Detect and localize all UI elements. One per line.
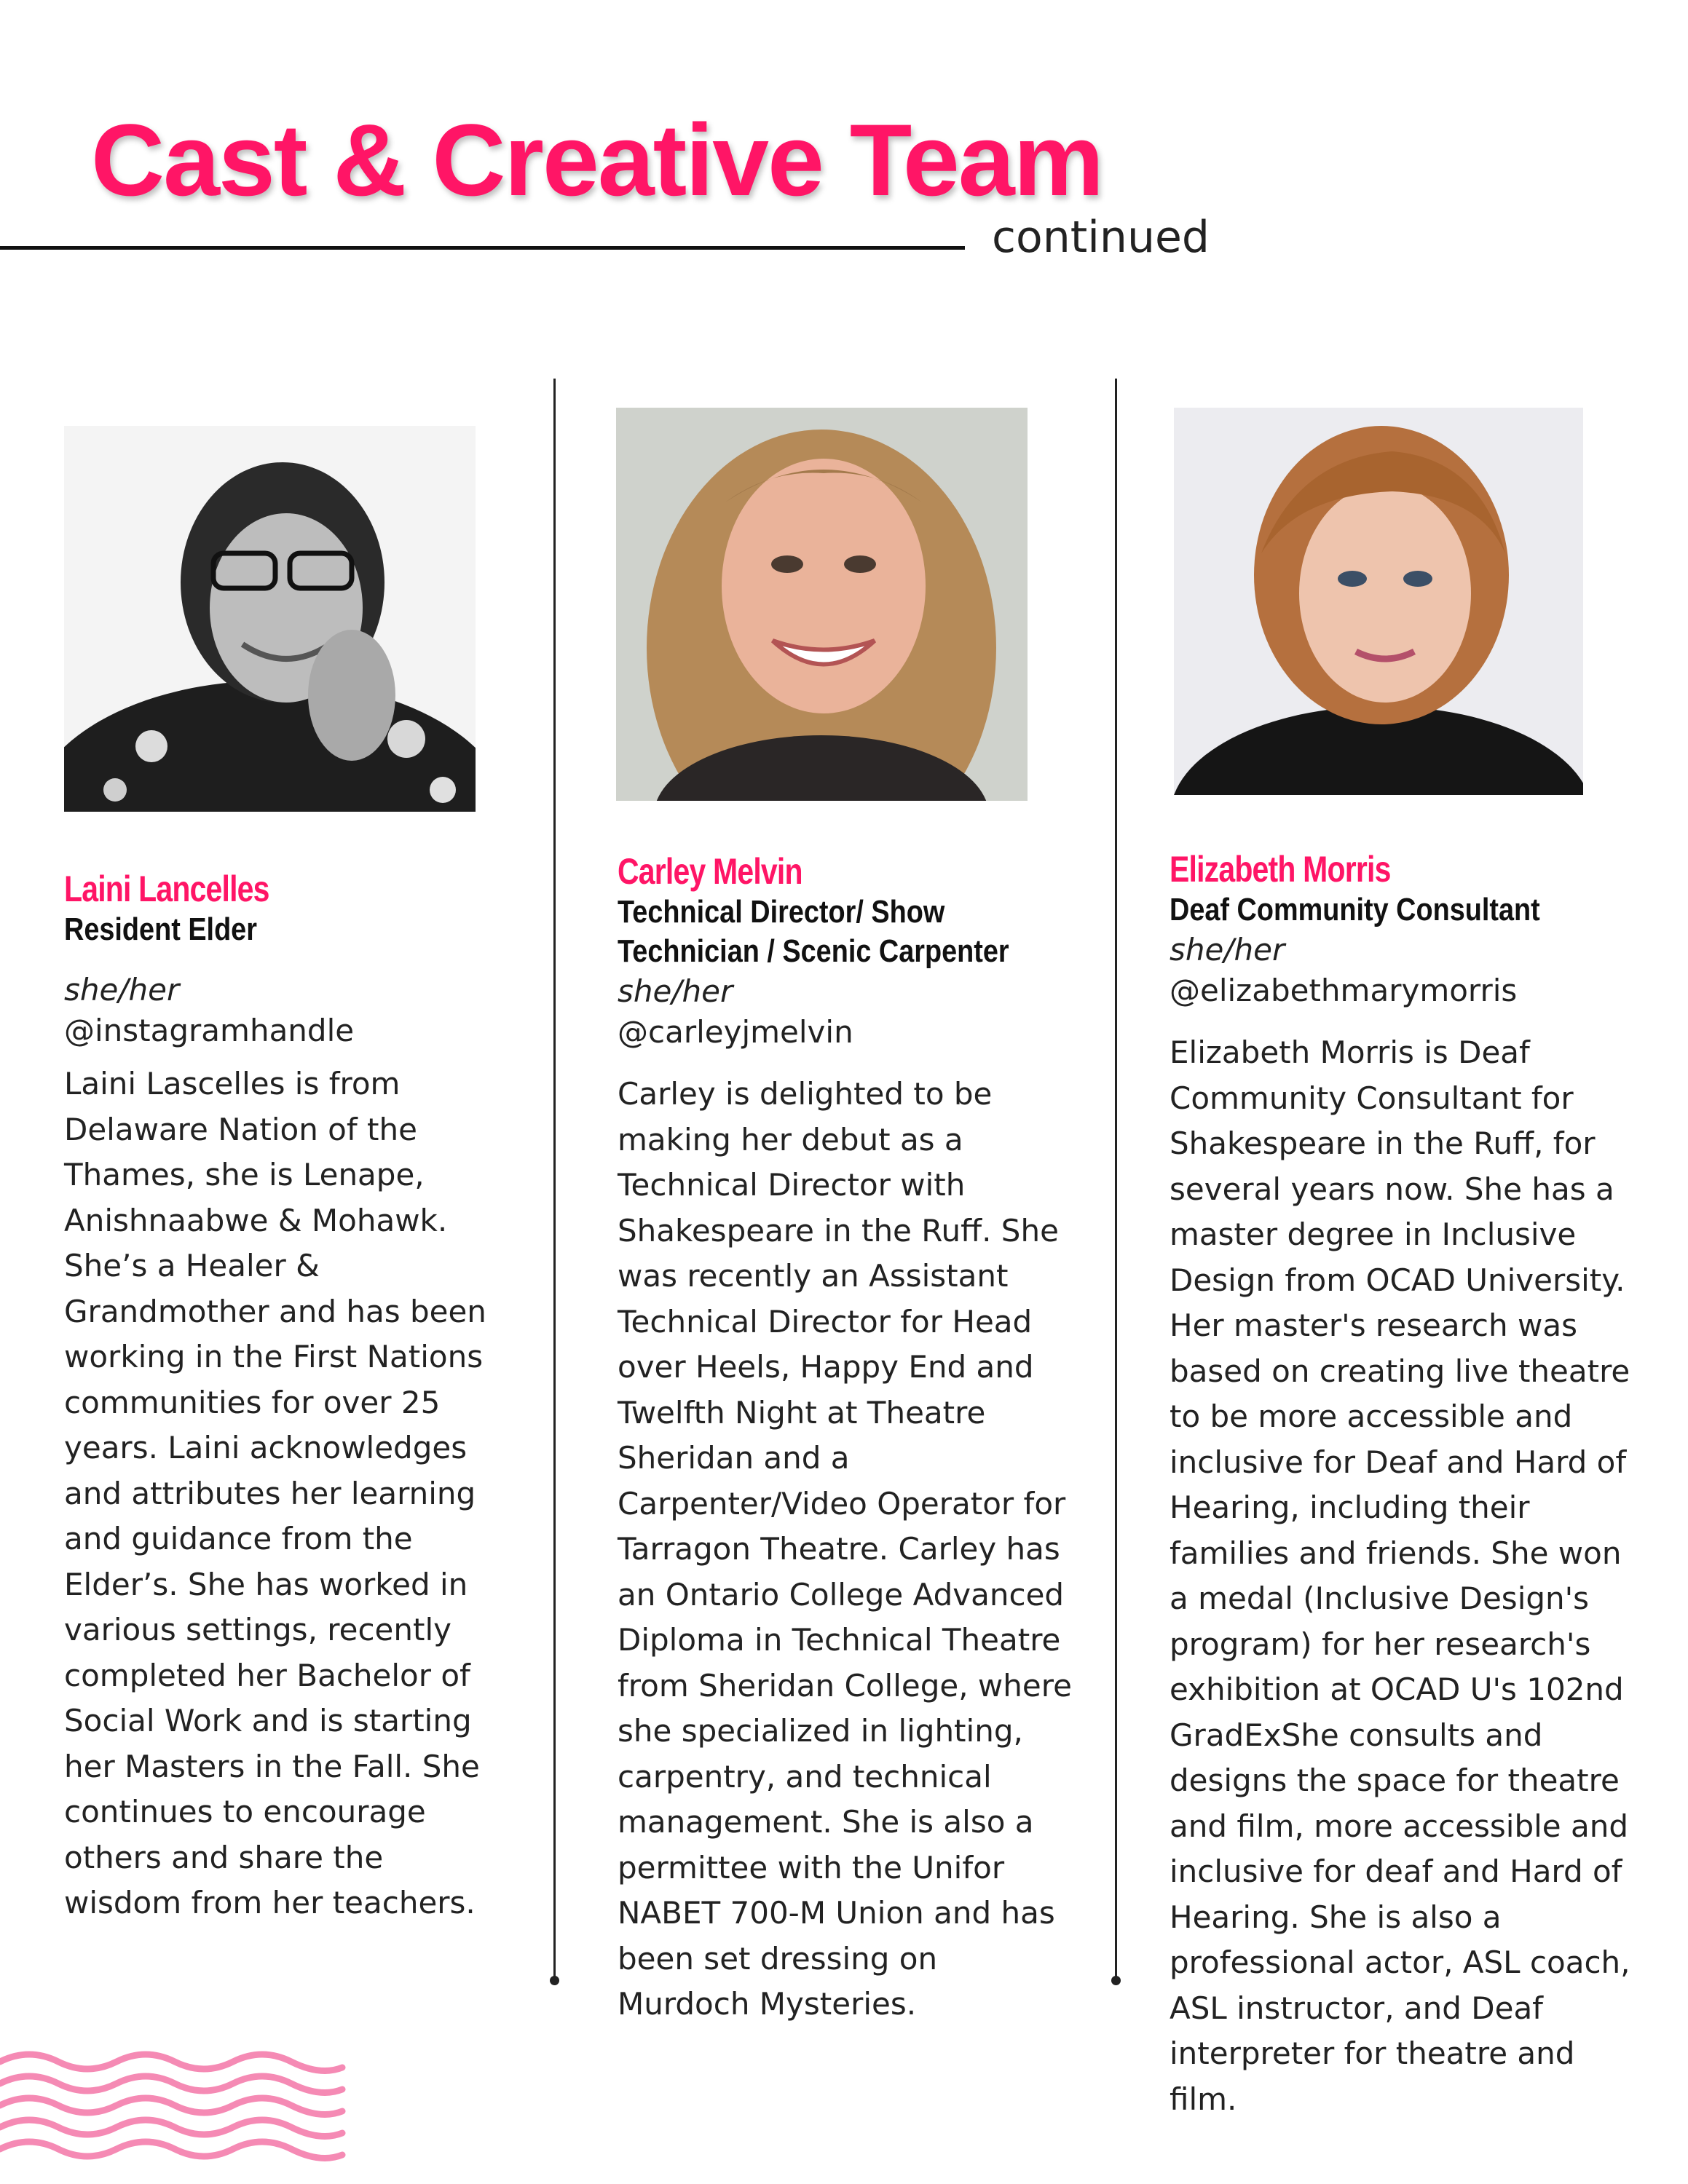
column-divider-1 (553, 379, 556, 1980)
member-name: Carley Melvin (618, 851, 802, 892)
member-card-laini (64, 868, 530, 1926)
header-divider (0, 246, 965, 250)
member-handle: @carleyjmelvin (618, 1014, 853, 1050)
member-pronouns: she/her (64, 972, 180, 1008)
member-card-carley (618, 850, 1084, 2027)
portrait-photo-elizabeth (1174, 408, 1583, 795)
member-pronouns: she/her (1170, 932, 1285, 968)
column-divider-2 (1115, 379, 1117, 1980)
member-card-elizabeth (1170, 848, 1636, 2122)
portrait-photo-laini (64, 426, 476, 812)
member-role: Resident Elder (64, 911, 257, 947)
member-handle: @elizabethmarymorris (1170, 973, 1518, 1008)
member-role-line-2: Technician / Scenic Carpenter (618, 933, 1009, 969)
member-role: Deaf Community Consultant (1170, 892, 1540, 927)
member-bio: Elizabeth Morris is Deaf Community Consultant for Shakespeare in the Ruff, for several years now. She has a master degree in Inclusive Design from OCAD University. Her master's research was based on creating live theatre to be more accessible and inclusive for Deaf and Hard of Hearing, including their families and friends. She won a medal (Inclusive Design's program) for her research's exhibition at OCAD U's 102nd GradExShe consults and designs the space for theatre and film, more accessible and inclusive for deaf and Hard of Hearing. She is also a professional actor, ASL coach, ASL instructor, and Deaf interpreter for theatre and film. (1170, 1034, 1630, 2117)
member-role-line-1: Technical Director/ Show (618, 894, 945, 930)
member-handle: @instagramhandle (64, 1013, 355, 1048)
portrait-photo-carley (616, 408, 1028, 801)
page-title: Cast & Creative Team (91, 103, 1103, 217)
member-bio: Carley is delighted to be making her debut as a Technical Director with Shakespeare in the Ruff. She was recently an Assistant Technical Director for Head over Heels, Happy End and Twelfth Night at Theatre Sheridan and a Carpenter/Video Operator for Tarragon Theatre. Carley has an Ontario College Advanced Diploma in Technical Theatre from Sheridan College, where she specialized in lighting, carpentry, and technical management. She is also a permittee with the Unifor NABET 700-M Union and has been set dressing on Murdoch Mysteries. (618, 1076, 1072, 2022)
page-subtitle: continued (992, 212, 1210, 263)
decorative-wave (0, 2046, 350, 2169)
member-name: Laini Lancelles (64, 869, 269, 909)
member-name: Elizabeth Morris (1170, 849, 1391, 890)
member-bio: Laini Lascelles is from Delaware Nation of the Thames, she is Lenape, Anishnaabwe & Mohawk. She’s a Healer & Grandmother and has been working in the First Nations communities for over 25 years. Laini acknowledges and attributes her learning and guidance from the Elder’s. She has worked in various settings, recently completed her Bachelor of Social Work and is starting her Masters in the Fall. She continues to encourage others and share the wisdom from her teachers. (64, 1066, 486, 1920)
member-pronouns: she/her (618, 973, 733, 1009)
